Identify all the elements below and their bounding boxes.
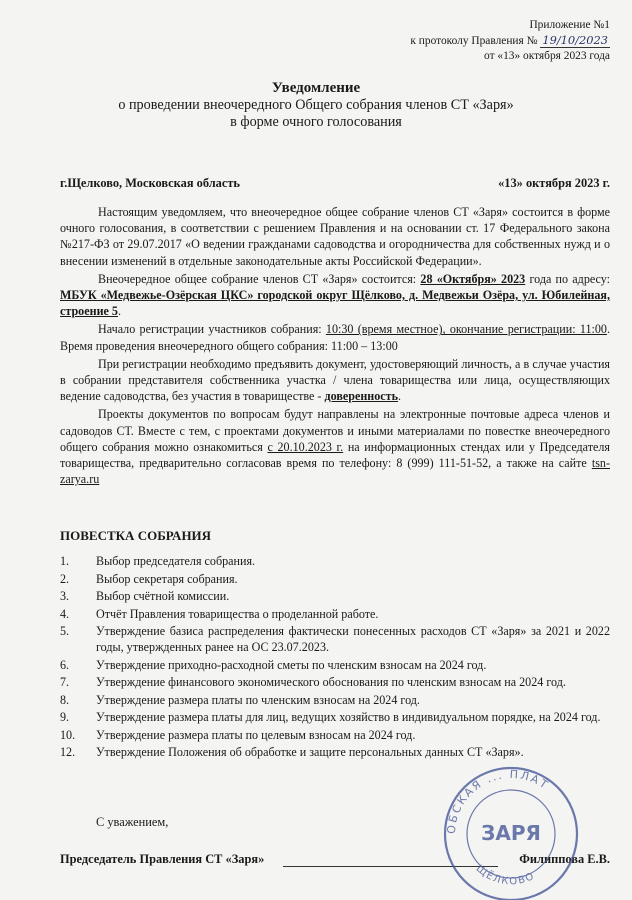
agenda-item-number: 2. <box>60 571 70 586</box>
notice-title-sub2: в форме очного голосования <box>230 114 402 130</box>
agenda-item-number: 3. <box>60 589 70 603</box>
agenda-item-number: 6. <box>60 657 70 672</box>
meeting-address-end: . <box>117 304 122 319</box>
agenda-item-number: 8. <box>60 692 70 707</box>
organization-stamp <box>435 760 585 900</box>
stamp-bottom-text: ЩЁЛКОВО <box>473 863 537 888</box>
agenda-item-number: 5. <box>60 624 70 638</box>
draft-documents-date: с 20.10.2023 г. <box>267 439 344 454</box>
agenda-item-text: Утверждение приходно-расходной сметы по членским взносам на 2024 год. <box>96 657 487 672</box>
date-text: «13» октября 2023 г. <box>498 176 610 190</box>
place-text: г.Щелково, Московская область <box>60 176 240 190</box>
registration-time: 10:30 (время местное), окончание регистрации: 11:00 <box>325 322 607 337</box>
paragraph-meeting-place <box>60 271 610 320</box>
annex-line1: Приложение №1 <box>529 19 610 31</box>
agenda-item <box>60 674 610 690</box>
notice-body <box>60 204 610 487</box>
annex-protocol-label: к протоколу Правления № <box>410 35 538 47</box>
documents-required-end: . <box>398 389 402 404</box>
draft-documents-contact: на информационных стендах или у Председателя товарищества, предварительно согласовав время по телефону: 8 (999) 111-51-52, а также на сайте <box>60 439 610 471</box>
agenda-item <box>60 588 610 604</box>
agenda-item <box>60 692 610 708</box>
agenda-item-text: Утверждение базиса распределения фактически понесенных расходов СТ «Заря» за 2021 и 2022 годы, утвержденных ранее на ОС 23.07.2023. <box>96 624 610 654</box>
agenda-list <box>60 553 610 762</box>
annex-line2 <box>410 33 610 49</box>
agenda-item-text: Утверждение финансового экономического обоснования по членским взносам на 2024 год. <box>96 675 566 689</box>
chair-name: Филиппова Е.В. <box>519 852 610 866</box>
regards-text: С уважением, <box>96 815 169 829</box>
agenda-item-number: 7. <box>60 675 70 689</box>
agenda-item-number: 1. <box>60 554 70 568</box>
agenda-item-text: Выбор председателя собрания. <box>96 554 256 568</box>
agenda-item-number: 9. <box>60 710 70 724</box>
agenda-item <box>60 571 610 587</box>
meeting-address-label: года по адресу: <box>525 271 610 286</box>
agenda-item <box>60 623 610 655</box>
agenda-item-text: Утверждение Положения об обработке и защите персональных данных СТ «Заря». <box>96 745 524 759</box>
draft-documents-text: Проекты документов по вопросам будут направлены на электронные почтовые адреса членов и садоводов СТ. Вместе с тем, с проектами документов и иными материалами по повестке внеочередного общего собрания можно ознакомиться <box>60 407 610 454</box>
registration-label: Начало регистрации участников собрания: <box>98 322 326 337</box>
stamp-outer-text: ОБСКАЯ ... ПЛАТ <box>444 767 552 835</box>
agenda-item-number: 12. <box>60 745 76 759</box>
agenda-item-text: Утверждение размера платы для лиц, ведущих хозяйство в индивидуальном порядке, на 2024 год. <box>96 710 601 724</box>
agenda-item <box>60 553 610 569</box>
paragraph-draft-documents <box>60 406 610 487</box>
annex-protocol-number: 19/10/2023 <box>542 33 608 47</box>
paragraph-registration <box>60 321 610 353</box>
meeting-address: МБУК «Медвежье-Озёрская ЦКС» городской округ Щёлково, д. Медвежьи Озёра, ул. Юбилейная, строение 5 <box>60 288 610 319</box>
power-of-attorney: доверенность <box>324 389 399 404</box>
meeting-time: . Время проведения внеочередного общего собрания: 11:00 – 13:00 <box>60 322 610 353</box>
stamp-center-text: ЗАРЯ <box>481 821 541 845</box>
notice-title-sub1: о проведении внеочередного Общего собрания членов СТ «Заря» <box>118 97 514 113</box>
agenda-item-text: Утверждение размера платы по членским взносам на 2024 год. <box>96 692 420 707</box>
notice-title <box>0 80 632 131</box>
paragraph-documents-required <box>60 356 610 405</box>
agenda-heading: ПОВЕСТКА СОБРАНИЯ <box>60 528 212 543</box>
agenda-item <box>60 709 610 725</box>
agenda-item <box>60 727 610 743</box>
website-link[interactable]: tsn-zarya.ru <box>60 456 610 487</box>
paragraph-intro: Настоящим уведомляем, что внеочередное общее собрание членов СТ «Заря» состоится в форме очного голосования, в соответствии с решением Правления и на основании ст. 17 Федерального закона №217-ФЗ от 29.07.2017 «О ведении гражданами садоводства и огородничества для собственных нужд и о внесении изменений в отдельные законодательные акты Российской Федерации». <box>60 205 610 268</box>
chair-role: Председатель Правления СТ «Заря» <box>60 852 265 866</box>
place-date-line <box>60 176 610 191</box>
agenda-item <box>60 606 610 622</box>
agenda-item-text: Отчёт Правления товарищества о проделанной работе. <box>96 606 379 621</box>
annex-line3: от «13» октября 2023 года <box>484 50 610 62</box>
annex-block <box>410 18 610 64</box>
agenda-item <box>60 744 610 760</box>
meeting-date: 28 «Октября» 2023 <box>420 271 526 286</box>
agenda-item-number: 10. <box>60 727 76 742</box>
agenda-item <box>60 657 610 673</box>
agenda-item-text: Выбор секретаря собрания. <box>96 571 238 586</box>
agenda-item-text: Выбор счётной комиссии. <box>96 589 230 603</box>
agenda-item-text: Утверждение размера платы по целевым взносам на 2024 год. <box>96 727 416 742</box>
agenda-item-number: 4. <box>60 606 70 621</box>
notice-title-main: Уведомление <box>271 80 361 96</box>
meeting-date-label: Внеочередное общее собрание членов СТ «Заря» состоится: <box>98 271 421 286</box>
documents-required-text: При регистрации необходимо предъявить документ, удостоверяющий личность, а в случае участия в собрании представителя собственника участка / члена товарищества или лица, осуществляющих ведение садоводства, без участия в товариществе - <box>60 356 610 404</box>
